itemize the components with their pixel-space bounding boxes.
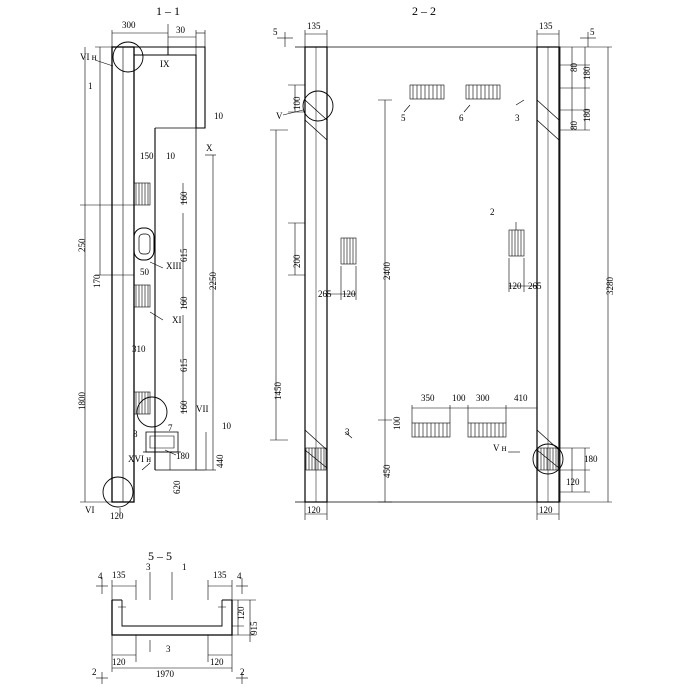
dim-1-1-160a: 160: [179, 191, 189, 205]
dim-2-2-180b: 180: [582, 108, 592, 122]
dim-2-2-350: 350: [421, 393, 435, 403]
mark-2-2-pos-6: 6: [459, 113, 464, 123]
dim-2-2-1450: 1450: [273, 382, 283, 400]
mark-5-5-1: 1: [182, 562, 187, 572]
dim-2-2-5-right: 5: [590, 27, 595, 37]
dim-5-5-915: 915: [249, 621, 259, 635]
dim-2-2-180c: 180: [584, 454, 598, 464]
mark-pos-1: 1: [88, 81, 93, 91]
dim-1-1-top-30: 30: [176, 25, 185, 35]
dim-1-1-2250: 2250: [208, 272, 218, 290]
dim-1-1-top-300: 300: [122, 20, 136, 30]
dim-2-2-100b: 100: [392, 416, 402, 430]
mark-pos-8: 8: [133, 429, 138, 439]
title-section-1-1: 1 – 1: [156, 4, 180, 18]
dim-1-1-620: 620: [172, 480, 182, 494]
dim-1-1-50: 50: [140, 267, 149, 277]
dim-2-2-80a: 80: [569, 63, 579, 72]
dim-2-2-265a: 265: [318, 289, 332, 299]
dim-5-5-120-right: 120: [210, 657, 224, 667]
dim-2-2-200: 200: [292, 254, 302, 268]
dim-1-1-1800: 1800: [77, 392, 87, 410]
title-section-2-2: 2 – 2: [412, 4, 436, 18]
dim-2-2-300: 300: [476, 393, 490, 403]
dim-1-1-250: 250: [77, 238, 87, 252]
mark-XVI-n: XVI н: [128, 454, 152, 464]
dim-5-5-120: 120: [236, 606, 246, 620]
mark-5-5-3: 3: [146, 562, 151, 572]
dim-2-2-120c: 120: [566, 477, 580, 487]
mark-2-2-pos-3b: 3: [345, 427, 350, 437]
mark-XI: XI: [172, 315, 182, 325]
mark-X: X: [206, 143, 213, 153]
dim-2-2-135-right: 135: [539, 21, 553, 31]
dim-1-1-10: 10: [214, 111, 223, 121]
dim-2-2-450: 450: [382, 464, 392, 478]
dim-1-1-615a: 615: [179, 248, 189, 262]
dim-1-1-10c: 10: [222, 421, 231, 431]
dim-2-2-100c: 100: [452, 393, 466, 403]
mark-2-2-V-n: V н: [493, 443, 507, 453]
mark-IX: IX: [160, 59, 170, 69]
dim-2-2-120-bottom-left: 120: [307, 505, 321, 515]
dim-2-2-120a: 120: [342, 289, 356, 299]
dim-1-1-120: 120: [110, 511, 124, 521]
dim-5-5-3-bottom: 3: [166, 644, 171, 654]
dim-1-1-440: 440: [215, 454, 225, 468]
mark-2-2-V: V: [276, 111, 283, 121]
mark-5-5-4-left: 4: [98, 571, 103, 581]
mark-2-2-pos-3a: 3: [515, 113, 520, 123]
title-section-5-5: 5 – 5: [148, 549, 172, 563]
dim-1-1-180: 180: [176, 451, 190, 461]
dim-2-2-3280: 3280: [605, 277, 615, 295]
dim-1-1-160c: 160: [179, 400, 189, 414]
mark-VI-n: VI н: [80, 52, 97, 62]
dim-1-1-150: 150: [140, 151, 154, 161]
mark-2-2-pos-5: 5: [401, 113, 406, 123]
dim-2-2-265b: 265: [528, 281, 542, 291]
mark-5-5-2-right: 2: [240, 667, 245, 677]
dim-5-5-1970: 1970: [156, 669, 174, 679]
dim-5-5-120-left: 120: [112, 657, 126, 667]
dim-1-1-615b: 615: [179, 358, 189, 372]
mark-XIII: XIII: [166, 261, 182, 271]
mark-pos-7: 7: [168, 423, 173, 433]
dim-2-2-120-bottom-right: 120: [539, 505, 553, 515]
dim-1-1-10b: 10: [166, 151, 175, 161]
dim-2-2-180a: 180: [582, 66, 592, 80]
dim-2-2-135-left: 135: [307, 21, 321, 31]
dim-5-5-135-right: 135: [213, 570, 227, 580]
dim-2-2-80b: 80: [569, 121, 579, 130]
dim-5-5-135-left: 135: [112, 570, 126, 580]
mark-5-5-2-left: 2: [92, 667, 97, 677]
dim-1-1-160b: 160: [179, 296, 189, 310]
dim-2-2-410: 410: [514, 393, 528, 403]
dim-2-2-5-left: 5: [273, 27, 278, 37]
mark-5-5-4-right: 4: [237, 571, 242, 581]
mark-VII: VII: [196, 404, 209, 414]
dim-2-2-2400: 2400: [382, 262, 392, 280]
dim-2-2-120b: 120: [508, 281, 522, 291]
dim-1-1-310: 310: [132, 344, 146, 354]
dim-2-2-100a: 100: [292, 96, 302, 110]
mark-VI: VI: [85, 505, 95, 515]
dim-1-1-170: 170: [92, 274, 102, 288]
mark-2-2-pos-2: 2: [490, 207, 495, 217]
